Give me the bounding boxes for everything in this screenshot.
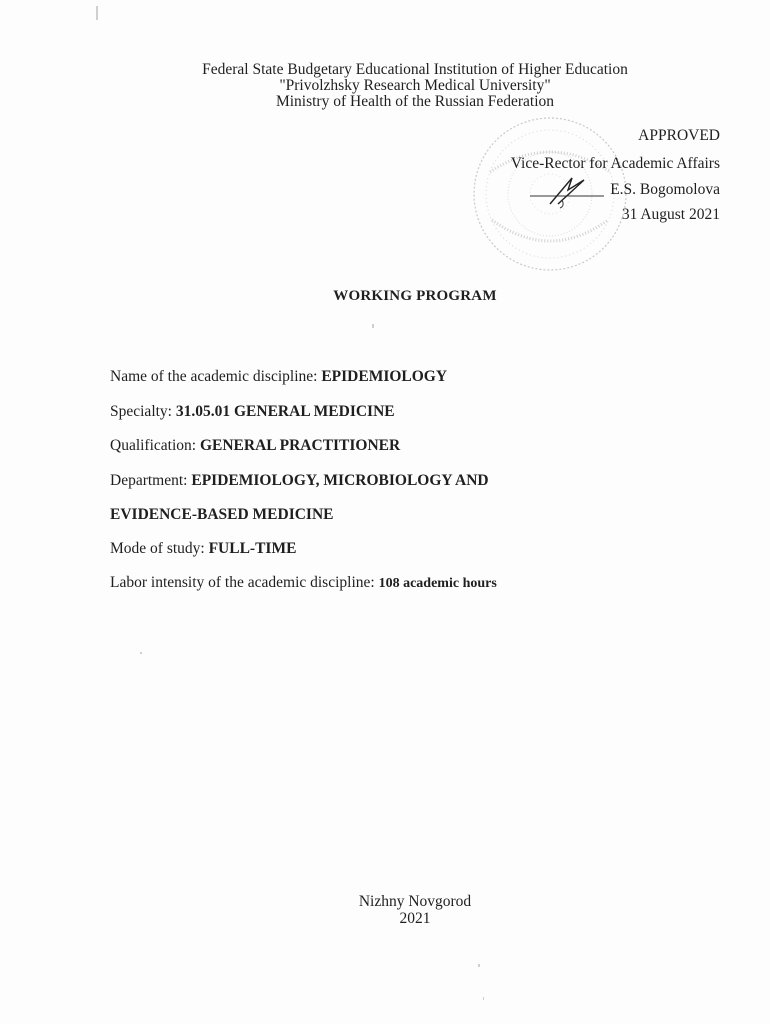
field-value: EVIDENCE-BASED MEDICINE	[110, 506, 334, 523]
approval-date: 31 August 2021	[621, 206, 720, 223]
labor-intensity-field	[110, 574, 497, 592]
field-value: 31.05.01 GENERAL MEDICINE	[175, 403, 395, 420]
approval-position: Vice-Rector for Academic Affairs	[510, 155, 720, 172]
place-and-year	[0, 893, 770, 927]
approval-status: APPROVED	[638, 127, 720, 144]
institution-header	[0, 62, 770, 110]
mode-of-study-field	[110, 540, 296, 558]
header-line: "Privolzhsky Research Medical University"	[279, 77, 551, 94]
scan-mark	[140, 652, 142, 654]
document-title: WORKING PROGRAM	[333, 288, 497, 304]
signature-mark	[528, 174, 608, 214]
field-label: Mode of study:	[110, 540, 209, 557]
approval-name: E.S. Bogomolova	[610, 181, 720, 198]
field-label: Department:	[110, 472, 192, 489]
field-value: FULL-TIME	[208, 540, 297, 557]
specialty-field	[110, 403, 395, 421]
scan-mark	[483, 997, 484, 1000]
field-value: EPIDEMIOLOGY	[321, 368, 448, 385]
field-label: Qualification:	[110, 437, 200, 454]
field-label: Name of the academic discipline:	[110, 368, 322, 385]
scan-mark	[478, 964, 480, 967]
field-value: GENERAL PRACTITIONER	[199, 437, 401, 454]
scan-mark	[372, 324, 374, 328]
department-field-continued	[110, 506, 334, 524]
field-value: 108 academic hours	[378, 576, 497, 591]
city: Nizhny Novgorod	[358, 893, 472, 910]
field-label: Labor intensity of the academic discipline:	[110, 574, 379, 591]
qualification-field	[110, 437, 400, 455]
field-value: EPIDEMIOLOGY, MICROBIOLOGY AND	[191, 472, 489, 489]
department-field	[110, 472, 489, 490]
header-line: Ministry of Health of the Russian Federation	[275, 93, 555, 110]
discipline-field	[110, 368, 447, 386]
header-line: Federal State Budgetary Educational Institution of Higher Education	[202, 61, 628, 78]
scan-mark	[96, 6, 98, 20]
year: 2021	[399, 910, 431, 927]
field-label: Specialty:	[110, 403, 176, 420]
